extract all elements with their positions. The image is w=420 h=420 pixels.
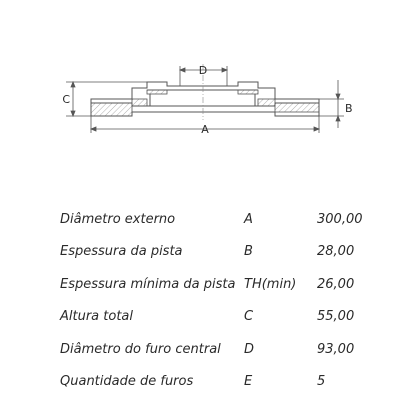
spec-row [60, 269, 400, 301]
spec-value: 5 [317, 373, 326, 389]
spec-value: 55,00 [317, 309, 355, 325]
spec-name: Quantidade de furos [60, 373, 194, 389]
brake-disc-cross-section-drawing [0, 0, 420, 160]
spec-name: Espessura da pista [60, 244, 183, 260]
spec-value: 300,00 [317, 212, 363, 227]
spec-row [60, 236, 400, 268]
spec-row [60, 366, 400, 398]
spec-row [60, 204, 400, 236]
spec-value: 93,00 [317, 341, 355, 357]
spec-value: 28,00 [317, 244, 355, 260]
spec-name: Espessura mínima da pista [60, 276, 236, 292]
spec-row [60, 334, 400, 366]
spec-value: 26,00 [317, 276, 355, 292]
dimension-b-label: B [345, 102, 353, 115]
dimension-b [319, 80, 344, 128]
spec-symbol: C [244, 309, 254, 325]
spec-name: Diâmetro externo [60, 212, 176, 227]
spec-symbol: TH(min) [244, 276, 297, 292]
spec-name: Diâmetro do furo central [60, 341, 221, 357]
spec-symbol: D [244, 341, 255, 357]
spec-row [60, 301, 400, 333]
spec-table [60, 204, 400, 398]
spec-symbol: B [244, 244, 253, 260]
dimension-c-label: C [62, 93, 70, 106]
dimension-a-label: A [201, 123, 209, 136]
spec-name: Altura total [60, 309, 134, 325]
dimension-d-label: D [198, 64, 208, 77]
spec-symbol: A [244, 212, 253, 227]
spec-symbol: E [244, 373, 253, 389]
